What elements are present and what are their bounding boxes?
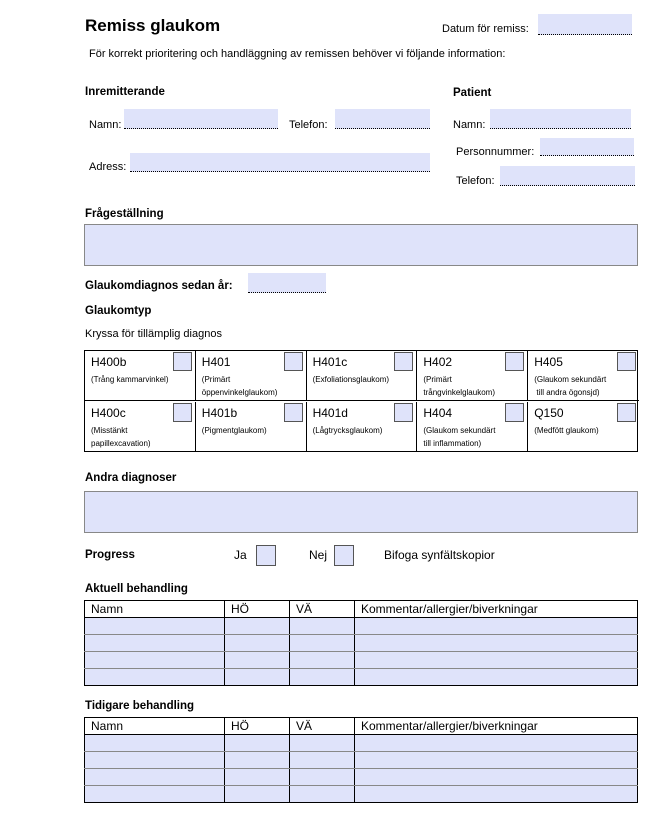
column-header: HÖ xyxy=(225,718,290,735)
referrer-name-label: Namn: xyxy=(89,119,122,131)
date-label: Datum för remiss: xyxy=(442,23,529,35)
diagnosis-code: H401b xyxy=(201,406,238,420)
diagnosis-cell xyxy=(307,402,418,452)
column-header: Kommentar/allergier/biverkningar xyxy=(355,601,638,618)
glaukomtyp-heading: Glaukomtyp xyxy=(85,305,152,317)
diagnosis-cell xyxy=(417,402,528,452)
table-row xyxy=(85,618,638,635)
table-cell[interactable] xyxy=(85,669,225,686)
diagnosis-cell xyxy=(417,351,528,401)
patient-pnr-label: Personnummer: xyxy=(456,146,535,158)
patient-name-label: Namn: xyxy=(453,119,486,131)
date-field[interactable] xyxy=(538,14,632,35)
tidigare-heading: Tidigare behandling xyxy=(85,700,195,712)
diagnosis-desc: (Pigmentglaukom) xyxy=(201,426,267,435)
table-row xyxy=(85,652,638,669)
diagnosis-checkbox[interactable] xyxy=(505,352,524,371)
table-cell[interactable] xyxy=(290,618,355,635)
table-cell[interactable] xyxy=(225,669,290,686)
column-header: HÖ xyxy=(225,601,290,618)
table-cell[interactable] xyxy=(225,752,290,769)
diagnosis-cell xyxy=(528,402,639,452)
diagnosis-cell xyxy=(196,351,307,401)
diagnosis-checkbox[interactable] xyxy=(617,403,636,422)
diagnosis-year-label: Glaukomdiagnos sedan år: xyxy=(85,280,233,292)
table-row xyxy=(85,786,638,803)
diagnosis-code: H401 xyxy=(201,355,231,369)
patient-phone-field[interactable] xyxy=(500,166,635,186)
progress-no-label: Nej xyxy=(309,548,328,562)
fragestallning-field[interactable] xyxy=(84,224,638,266)
patient-name-field[interactable] xyxy=(490,109,631,129)
page-title: Remiss glaukom xyxy=(85,16,221,35)
table-row xyxy=(85,752,638,769)
diagnosis-checkbox[interactable] xyxy=(284,352,303,371)
table-header-row xyxy=(85,601,638,618)
table-cell[interactable] xyxy=(85,769,225,786)
table-cell[interactable] xyxy=(85,652,225,669)
progress-no-checkbox[interactable] xyxy=(334,545,354,566)
progress-attach-label: Bifoga synfältskopior xyxy=(384,548,495,562)
table-cell[interactable] xyxy=(290,752,355,769)
diagnosis-checkbox[interactable] xyxy=(284,403,303,422)
diagnosis-code: Q150 xyxy=(534,406,564,420)
table-cell[interactable] xyxy=(225,635,290,652)
table-cell[interactable] xyxy=(355,652,638,669)
diagnosis-code: H400c xyxy=(91,406,126,420)
andra-diagnoser-heading: Andra diagnoser xyxy=(85,472,177,484)
diagnosis-checkbox[interactable] xyxy=(617,352,636,371)
glaukomtyp-instruction: Kryssa för tillämplig diagnos xyxy=(85,328,222,340)
table-cell[interactable] xyxy=(355,752,638,769)
table-row xyxy=(85,735,638,752)
progress-yes-checkbox[interactable] xyxy=(256,545,276,566)
diagnosis-desc: (Medfött glaukom) xyxy=(534,426,599,435)
diagnosis-year-field[interactable] xyxy=(248,273,326,293)
diagnosis-checkbox[interactable] xyxy=(394,403,413,422)
referrer-phone-field[interactable] xyxy=(335,109,430,129)
referrer-name-field[interactable] xyxy=(124,109,278,129)
column-header: VÄ xyxy=(290,601,355,618)
table-cell[interactable] xyxy=(355,635,638,652)
diagnosis-desc: (Lågtrycksglaukom) xyxy=(312,426,383,435)
table-cell[interactable] xyxy=(290,669,355,686)
diagnosis-desc: (Primärt trångvinkelglaukom) xyxy=(423,375,495,397)
diagnosis-cell xyxy=(196,402,307,452)
diagnosis-desc: (Glaukom sekundärt till inflammation) xyxy=(423,426,496,448)
progress-heading: Progress xyxy=(85,549,135,561)
andra-diagnoser-field[interactable] xyxy=(84,491,638,533)
aktuell-table xyxy=(84,600,638,686)
diagnosis-cell xyxy=(528,351,639,401)
table-cell[interactable] xyxy=(290,786,355,803)
table-cell[interactable] xyxy=(355,669,638,686)
table-cell[interactable] xyxy=(225,786,290,803)
diagnosis-desc: (Trång kammarvinkel) xyxy=(91,375,169,384)
table-cell[interactable] xyxy=(355,769,638,786)
column-header: Namn xyxy=(85,601,225,618)
progress-yes-label: Ja xyxy=(234,548,247,562)
table-cell[interactable] xyxy=(225,735,290,752)
table-cell[interactable] xyxy=(355,786,638,803)
table-cell[interactable] xyxy=(290,735,355,752)
diagnosis-code: H404 xyxy=(423,406,453,420)
column-header: Namn xyxy=(85,718,225,735)
table-cell[interactable] xyxy=(225,652,290,669)
diagnosis-checkbox[interactable] xyxy=(173,403,192,422)
table-cell[interactable] xyxy=(290,635,355,652)
diagnosis-desc: (Glaukom sekundärt till andra ögonsjd) xyxy=(534,375,607,397)
table-cell[interactable] xyxy=(225,769,290,786)
diagnosis-grid xyxy=(84,350,638,452)
referrer-address-label: Adress: xyxy=(89,161,127,173)
table-cell[interactable] xyxy=(355,618,638,635)
patient-pnr-field[interactable] xyxy=(540,138,634,156)
table-header-row xyxy=(85,718,638,735)
inremitterande-heading: Inremitterande xyxy=(85,86,165,98)
diagnosis-code: H400b xyxy=(91,355,127,369)
patient-phone-label: Telefon: xyxy=(456,175,495,187)
diagnosis-cell xyxy=(85,402,196,452)
table-cell[interactable] xyxy=(355,735,638,752)
column-header: Kommentar/allergier/biverkningar xyxy=(355,718,638,735)
table-cell[interactable] xyxy=(85,735,225,752)
diagnosis-code: H402 xyxy=(423,355,453,369)
table-cell[interactable] xyxy=(85,786,225,803)
table-cell[interactable] xyxy=(85,618,225,635)
table-cell[interactable] xyxy=(290,652,355,669)
table-row xyxy=(85,635,638,652)
table-row xyxy=(85,769,638,786)
diagnosis-checkbox[interactable] xyxy=(505,403,524,422)
referrer-address-field[interactable] xyxy=(130,153,430,172)
tidigare-table xyxy=(84,717,638,803)
table-cell[interactable] xyxy=(85,752,225,769)
aktuell-heading: Aktuell behandling xyxy=(85,583,188,595)
diagnosis-checkbox[interactable] xyxy=(173,352,192,371)
patient-heading: Patient xyxy=(453,87,492,99)
table-cell[interactable] xyxy=(225,618,290,635)
intro-text: För korrekt prioritering och handläggning av remissen behöver vi följande information: xyxy=(89,48,506,60)
diagnosis-code: H401d xyxy=(312,406,348,420)
diagnosis-checkbox[interactable] xyxy=(394,352,413,371)
fragestallning-heading: Frågeställning xyxy=(85,208,164,220)
diagnosis-code: H405 xyxy=(534,355,563,369)
diagnosis-cell xyxy=(85,351,196,401)
diagnosis-desc: (Misstänkt papillexcavation) xyxy=(91,426,151,448)
column-header: VÄ xyxy=(290,718,355,735)
diagnosis-desc: (Exfoliationsglaukom) xyxy=(312,375,390,384)
diagnosis-desc: (Primärt öppenvinkelglaukom) xyxy=(201,375,278,397)
diagnosis-cell xyxy=(307,351,418,401)
table-row xyxy=(85,669,638,686)
referrer-phone-label: Telefon: xyxy=(289,119,328,131)
table-cell[interactable] xyxy=(85,635,225,652)
diagnosis-code: H401c xyxy=(312,355,348,369)
table-cell[interactable] xyxy=(290,769,355,786)
